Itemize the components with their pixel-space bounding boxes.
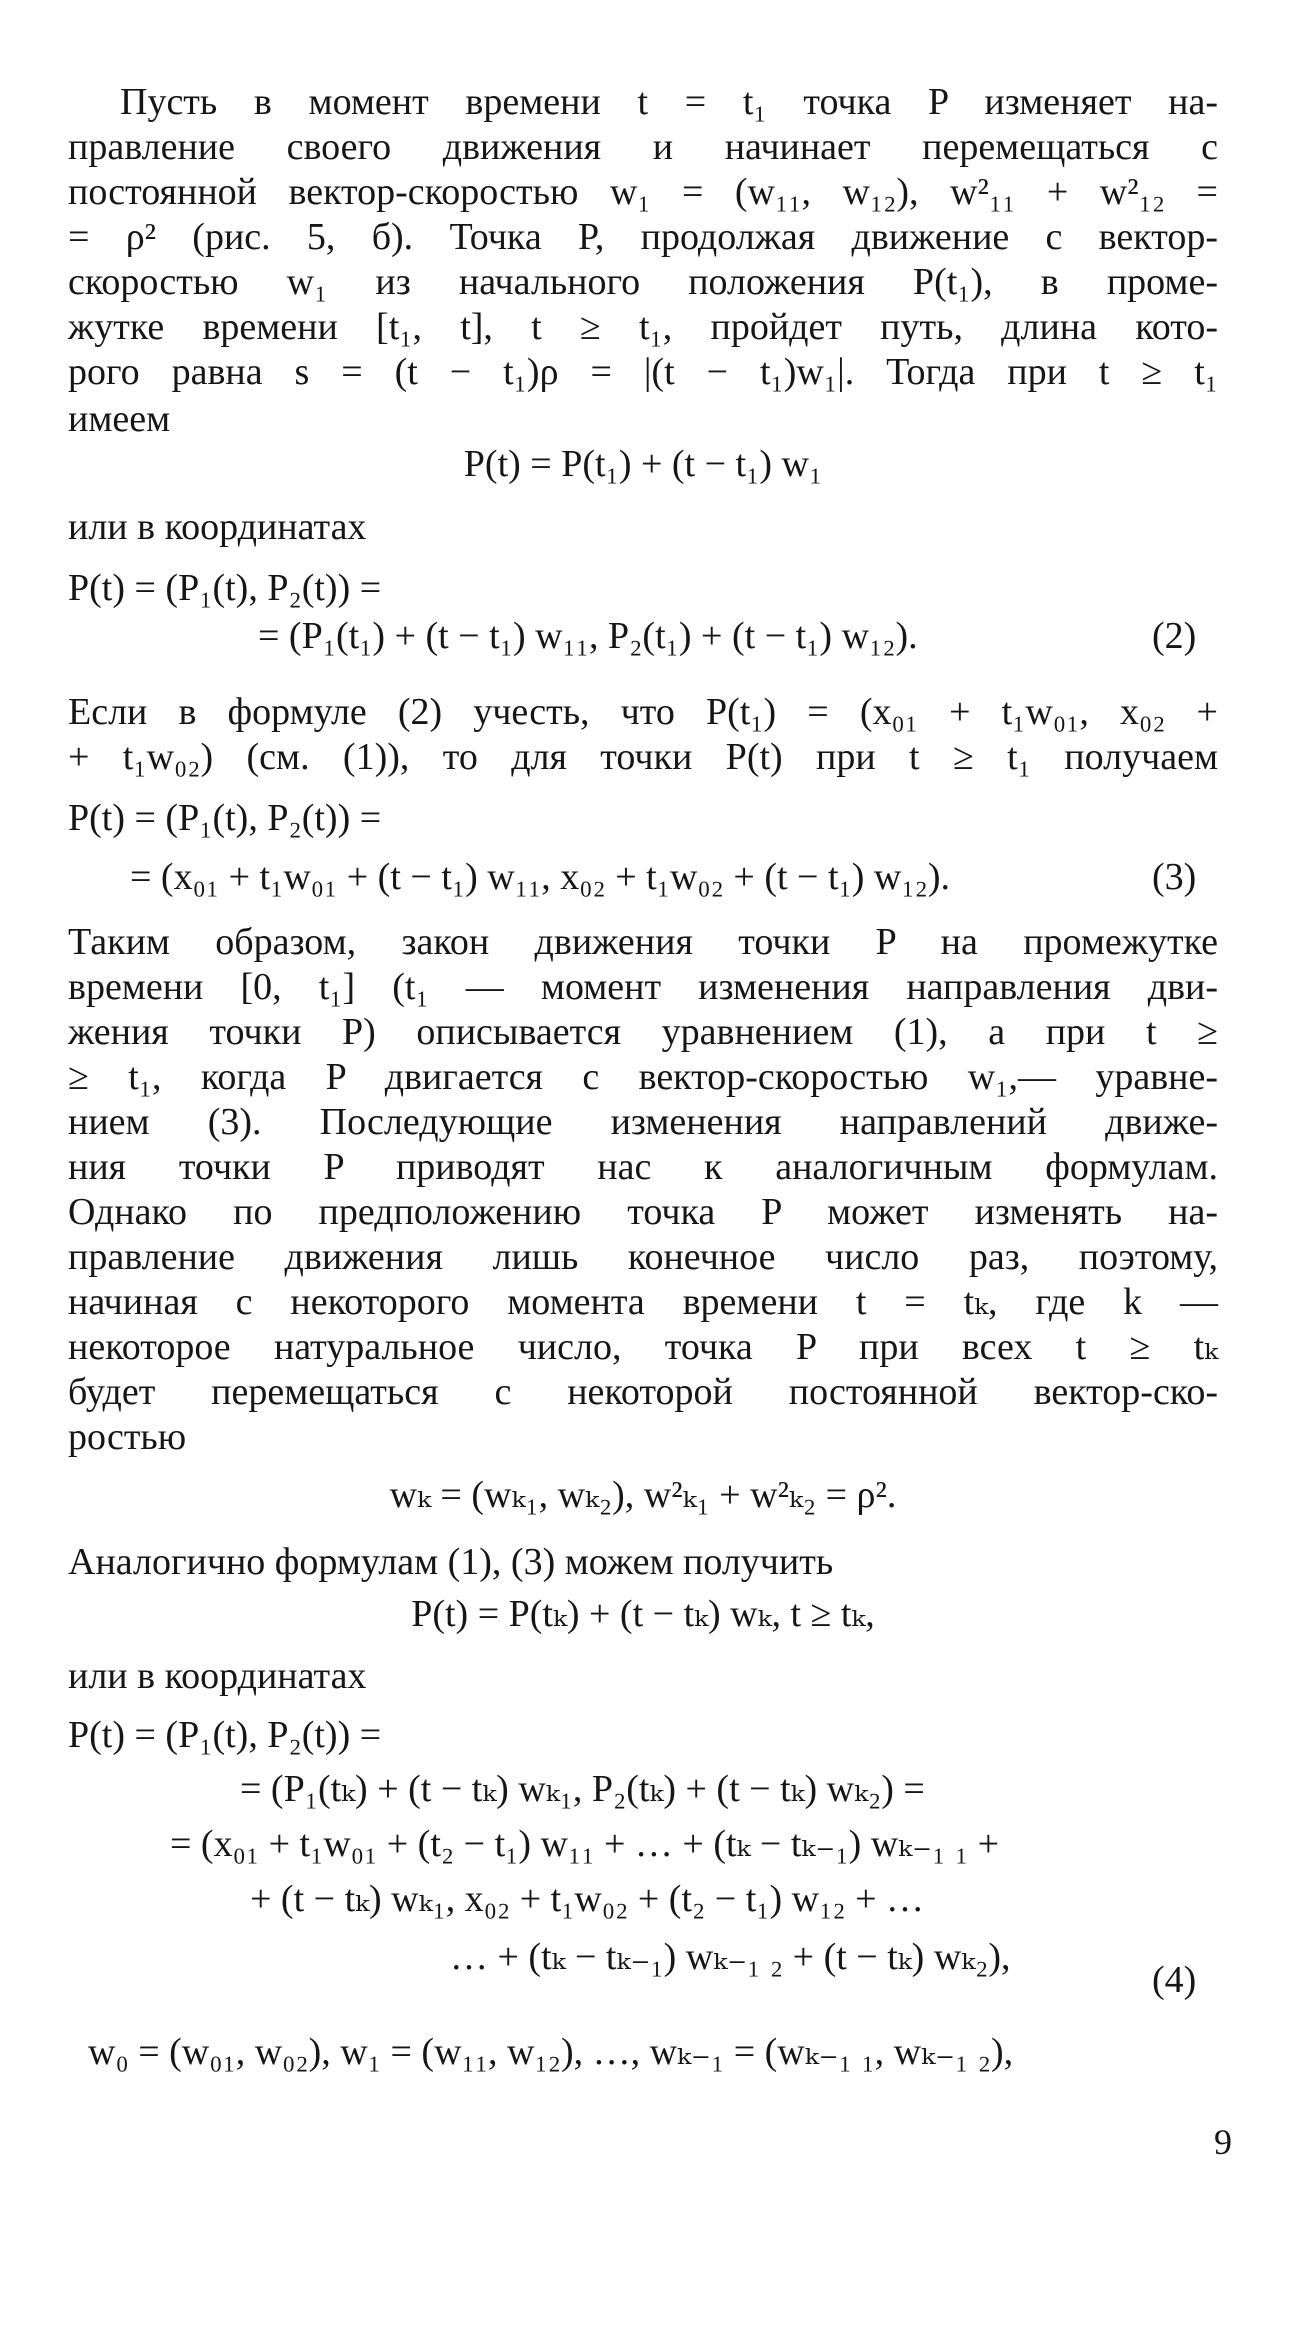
text-line: Таким образом, закон движения точки P на промежутке xyxy=(68,921,1218,963)
formula: + (t − tₖ) wₖ₁, x₀₂ + t₁w₀₂ + (t₂ − t₁) w₁₂ + … xyxy=(250,1878,925,1920)
page-number: 9 xyxy=(1214,2122,1232,2162)
equation-number: (2) xyxy=(1152,615,1197,657)
formula: … + (tₖ − tₖ₋₁) wₖ₋₁ ₂ + (t − tₖ) wₖ₂), xyxy=(450,1936,1011,1978)
text-line: = ρ² (рис. 5, б). Точка P, продолжая движение с вектор- xyxy=(68,216,1218,258)
formula: = (x₀₁ + t₁w₀₁ + (t − t₁) w₁₁, x₀₂ + t₁w₀₂ + (t − t₁) w₁₂). xyxy=(130,856,951,898)
text-line: + t₁w₀₂) (см. (1)), то для точки P(t) при t ≥ t₁ получаем xyxy=(68,736,1218,778)
formula: = (x₀₁ + t₁w₀₁ + (t₂ − t₁) w₁₁ + … + (tₖ − tₖ₋₁) wₖ₋₁ ₁ + xyxy=(170,1823,1000,1865)
formula: P(t) = (P₁(t), P₂(t)) = xyxy=(68,797,382,839)
text-line: имеем xyxy=(68,398,171,440)
text-line: ния точки P приводят нас к аналогичным формулам. xyxy=(68,1146,1218,1188)
formula: P(t) = (P₁(t), P₂(t)) = xyxy=(68,567,382,609)
text-line: правление своего движения и начинает перемещаться с xyxy=(68,126,1218,168)
formula: P(t) = P(t₁) + (t − t₁) w₁ xyxy=(463,443,823,485)
formula: w₀ = (w₀₁, w₀₂), w₁ = (w₁₁, w₁₂), …, wₖ₋₁ = (wₖ₋₁ ₁, wₖ₋₁ ₂), xyxy=(88,2031,1014,2073)
equation-number: (3) xyxy=(1152,856,1197,898)
formula: P(t) = P(tₖ) + (t − tₖ) wₖ, t ≥ tₖ, xyxy=(411,1593,875,1635)
formula: = (P₁(tₖ) + (t − tₖ) wₖ₁, P₂(tₖ) + (t − tₖ) wₖ₂) = xyxy=(240,1768,925,1810)
text-line: начиная с некоторого момента времени t = tₖ, где k — xyxy=(68,1281,1218,1323)
text-line: Аналогично формулам (1), (3) можем получить xyxy=(68,1541,834,1583)
text-line: нием (3). Последующие изменения направлений движе- xyxy=(68,1101,1218,1143)
text-line: Если в формуле (2) учесть, что P(t₁) = (x₀₁ + t₁w₀₁, x₀₂ + xyxy=(68,691,1218,733)
formula: P(t) = (P₁(t), P₂(t)) = xyxy=(68,1714,382,1756)
text-line: жутке времени [t₁, t], t ≥ t₁, пройдет путь, длина кото- xyxy=(68,306,1218,348)
text-line: правление движения лишь конечное число раз, поэтому, xyxy=(68,1236,1218,1278)
text-line: некоторое натуральное число, точка P при всех t ≥ tₖ xyxy=(68,1326,1218,1368)
text-line: или в координатах xyxy=(68,506,367,548)
text-line: жения точки P) описывается уравнением (1), а при t ≥ xyxy=(68,1011,1218,1053)
text-line: постоянной вектор-скоростью w₁ = (w₁₁, w₁₂), w²₁₁ + w²₁₂ = xyxy=(68,171,1218,213)
formula: = (P₁(t₁) + (t − t₁) w₁₁, P₂(t₁) + (t − t₁) w₁₂). xyxy=(258,615,918,657)
equation-number: (4) xyxy=(1152,1959,1197,2001)
text-line: рого равна s = (t − t₁)ρ = |(t − t₁)w₁|. Тогда при t ≥ t₁ xyxy=(68,351,1218,393)
text-line: скоростью w₁ из начального положения P(t₁), в проме- xyxy=(68,261,1218,303)
formula: wₖ = (wₖ₁, wₖ₂), w²ₖ₁ + w²ₖ₂ = ρ². xyxy=(389,1474,897,1516)
text-line: Пусть в момент времени t = t₁ точка P изменяет на- xyxy=(120,81,1218,123)
text-line: будет перемещаться с некоторой постоянной вектор-ско- xyxy=(68,1371,1218,1413)
text-line: или в координатах xyxy=(68,1655,367,1697)
text-line: времени [0, t₁] (t₁ — момент изменения направления дви- xyxy=(68,966,1218,1008)
text-line: ≥ t₁, когда P двигается с вектор-скоростью w₁,— уравне- xyxy=(68,1056,1218,1098)
text-line: Однако по предположению точка P может изменять на- xyxy=(68,1191,1218,1233)
text-line: ростью xyxy=(68,1416,187,1458)
